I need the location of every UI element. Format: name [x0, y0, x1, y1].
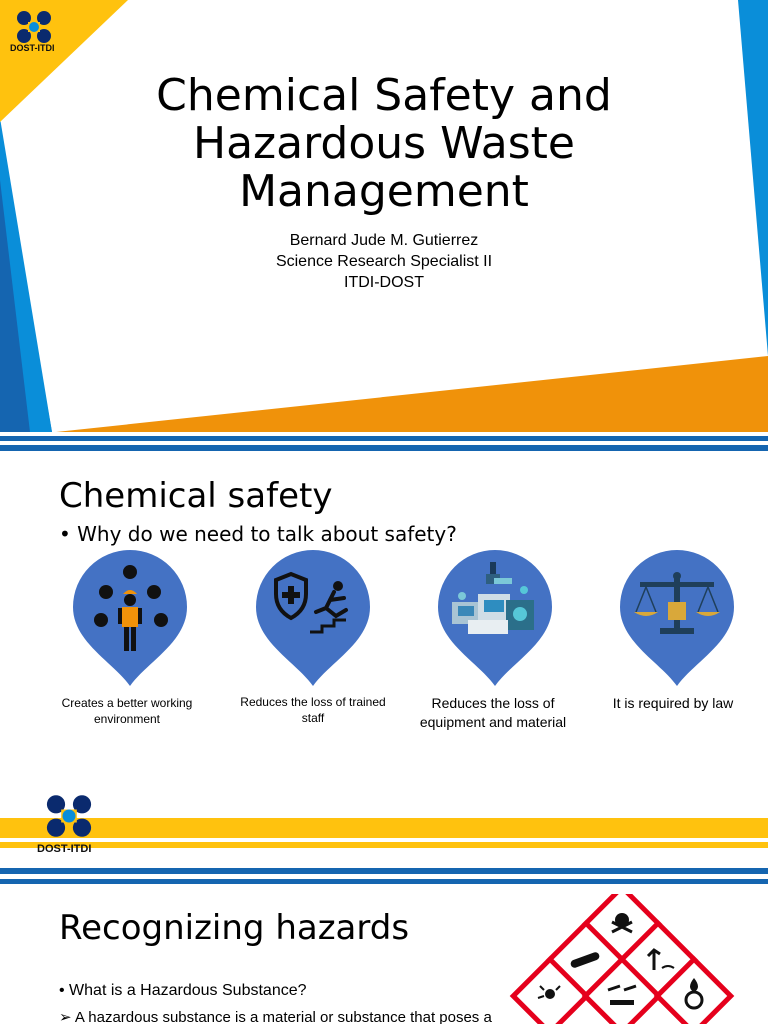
presenter-name: Bernard Jude M. Gutierrez: [289, 232, 479, 249]
slide-separator: [0, 866, 768, 886]
bullet-text: • Why do we need to talk about safety?: [59, 522, 457, 546]
slide-title: Recognizing hazards: [59, 908, 410, 948]
dost-itdi-logo-icon: [43, 792, 95, 840]
caption: It is required by law: [612, 695, 734, 711]
title-slide: [0, 0, 768, 432]
title-line: Management: [239, 166, 529, 217]
presentation-title: [84, 72, 684, 216]
caption: Reduces the loss of trained staff: [240, 695, 386, 725]
footer-yellow-band: [0, 818, 768, 838]
scales-of-justice-icon: [620, 550, 734, 686]
worker-safety-icon: [73, 550, 187, 686]
presenter-org: ITDI-DOST: [344, 274, 424, 291]
footer-thin-yellow-band: [0, 842, 768, 848]
caption: Reduces the loss of equipment and material: [419, 695, 567, 730]
chemical-safety-slide: [0, 456, 768, 866]
presenter-role: Science Research Specialist II: [275, 253, 493, 270]
slide-title: Chemical safety: [59, 476, 333, 516]
sub-bullet-text: ➢ A hazardous substance is a material or substance that poses a: [59, 1009, 492, 1024]
logo-text: DOST-ITDI: [10, 43, 55, 53]
caption: Creates a better working environment: [61, 696, 193, 726]
logo-text: DOST-ITDI: [37, 843, 92, 855]
shield-slip-icon: [256, 550, 370, 686]
bottom-orange-band: [56, 356, 768, 432]
title-line: Hazardous Waste: [193, 118, 575, 169]
lab-equipment-icon: [438, 550, 552, 686]
bullet-text: • What is a Hazardous Substance?: [59, 982, 307, 999]
dost-itdi-logo-icon: [14, 9, 54, 45]
presenter-info: [184, 230, 584, 293]
ghs-pictograms: [508, 894, 768, 1024]
slide-separator: [0, 432, 768, 456]
title-line: Chemical Safety and: [156, 70, 612, 121]
recognizing-hazards-slide: [0, 886, 768, 1024]
right-blue-band: [738, 0, 768, 356]
